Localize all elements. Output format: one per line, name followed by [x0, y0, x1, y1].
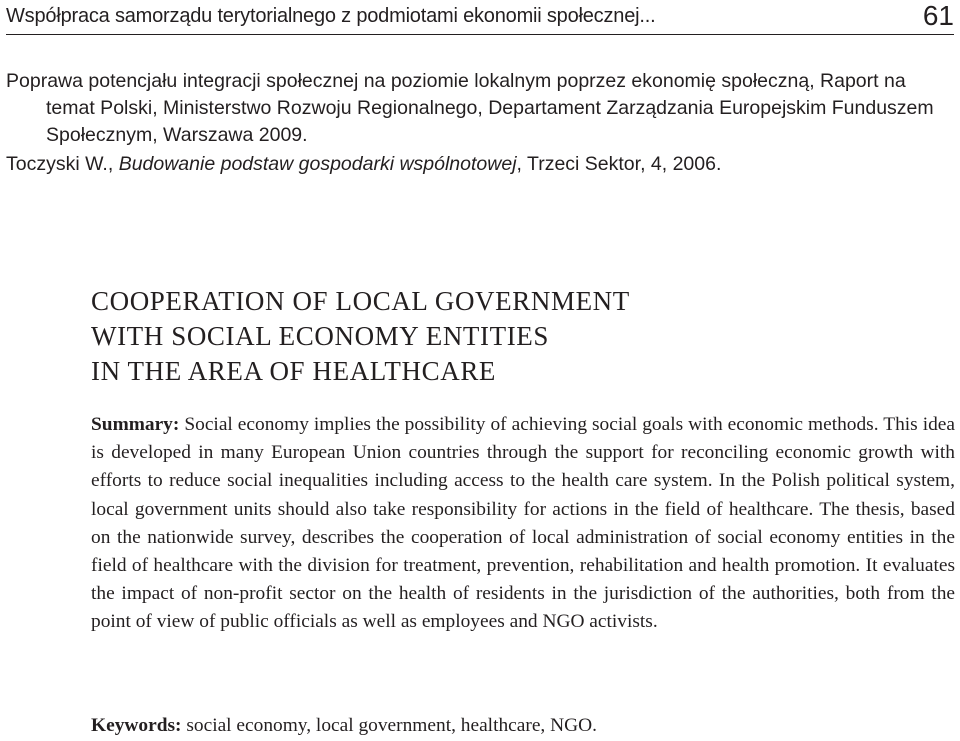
reference-item — [6, 68, 954, 149]
reference-details: , Trzeci Sektor, 4, 2006. — [516, 153, 722, 175]
page-number: 61 — [922, 0, 954, 31]
keywords-text: social economy, local government, healthcare, NGO. — [186, 715, 597, 736]
keywords-label: Keywords: — [91, 715, 182, 736]
reference-text: Poprawa potencjału integracji społecznej na poziomie lokalnym poprzez ekonomię społeczną, Raport na temat Polski, Ministerstwo Rozwoju Regionalnego, Departament Zarządzania Europejskim Funduszem Społecznym, Warszawa 2009. — [6, 70, 934, 146]
running-header — [6, 0, 954, 35]
reference-author: Toczyski W. — [6, 153, 108, 175]
article-title-line: WITH SOCIAL ECONOMY ENTITIES — [91, 321, 549, 351]
summary-paragraph — [91, 411, 955, 637]
reference-title: Budowanie podstaw gospodarki wspólnotowej — [118, 153, 517, 175]
article-title — [91, 284, 851, 389]
article-title-line: COOPERATION OF LOCAL GOVERNMENT — [91, 286, 630, 316]
article-title-line: IN THE AREA OF HEALTHCARE — [91, 356, 497, 386]
reference-separator: , — [107, 153, 119, 175]
summary-label: Summary: — [91, 414, 180, 435]
keywords-line — [91, 712, 955, 740]
references-list — [6, 68, 954, 180]
running-title: Współpraca samorządu terytorialnego z podmiotami ekonomii społecznej... — [6, 5, 656, 27]
reference-item — [6, 151, 954, 178]
summary-text: Social economy implies the possibility of achieving social goals with economic methods. This idea is developed in many European Union countries through the support for reconciling economic growth with efforts to reduce social inequalities including access to the health care system. In the Polish political system, local government units should also take responsibility for actions in the field of healthcare. The thesis, based on the nationwide survey, describes the cooperation of local administration of social economy entities in the field of healthcare with the division for treatment, prevention, rehabilitation and health promotion. It evaluates the impact of non-profit sector on the health of residents in the jurisdiction of the authorities, both from the point of view of public officials as well as employees and NGO activists. — [91, 414, 955, 633]
